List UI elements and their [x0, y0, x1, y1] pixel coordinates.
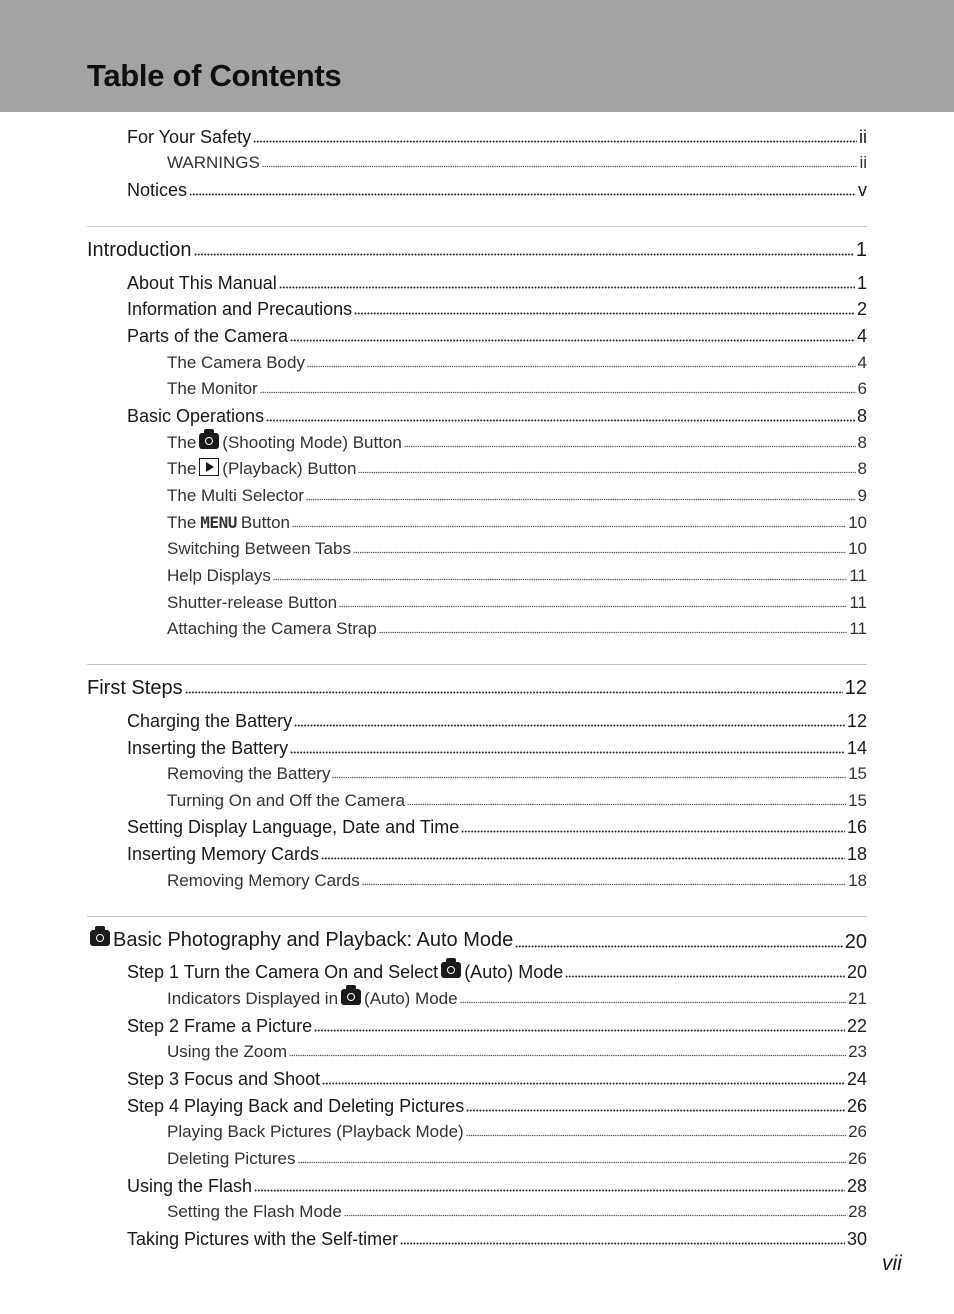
toc-entry-title: [167, 456, 356, 482]
toc-entry[interactable]: [127, 1093, 867, 1119]
toc-entry-page: 6: [857, 379, 867, 398]
toc-entry[interactable]: [127, 403, 867, 429]
toc-entry-page: 20: [846, 962, 867, 982]
toc-entry-suffix: (Auto) Mode: [464, 962, 564, 982]
toc-entry-title: [167, 150, 260, 176]
toc-entry[interactable]: [127, 1226, 867, 1252]
toc-entry-title: [127, 1173, 252, 1199]
toc-entry-page: ii: [859, 127, 867, 147]
toc-entry-page: 24: [846, 1069, 867, 1089]
toc-entry-page: 11: [849, 619, 867, 638]
toc-entry[interactable]: [167, 616, 867, 642]
toc-entry-page: 12: [846, 711, 867, 731]
dot-leader: [362, 882, 846, 886]
toc-entry[interactable]: [167, 536, 867, 562]
toc-entry-page: 2: [856, 299, 867, 319]
toc-entry[interactable]: [127, 177, 867, 203]
dot-leader: [189, 192, 856, 196]
toc-entry-page: 16: [846, 817, 867, 837]
toc-entry-title: [127, 177, 187, 203]
dot-leader: [460, 1000, 847, 1004]
toc-entry[interactable]: [127, 1173, 867, 1199]
toc-entry[interactable]: [167, 1146, 867, 1172]
section-divider: [87, 916, 867, 917]
toc-entry[interactable]: [127, 841, 867, 867]
toc-entry-text: Removing Memory Cards: [167, 871, 360, 890]
toc-entry-title: [127, 708, 292, 734]
dot-leader: [289, 1053, 846, 1057]
toc-entry-text: Shutter-release Button: [167, 593, 338, 612]
camera-icon: [341, 989, 361, 1005]
toc-entry-title: [127, 270, 277, 296]
toc-entry-title: [127, 124, 251, 150]
toc-entry[interactable]: [167, 510, 867, 536]
toc-entry-page: 11: [849, 593, 867, 612]
toc-entry-text: Inserting Memory Cards: [127, 844, 320, 864]
toc-entry-page: 26: [848, 1149, 867, 1168]
toc-entry-title: [127, 841, 319, 867]
dot-leader: [290, 338, 855, 342]
dot-leader: [306, 497, 856, 501]
toc-entry-page: 18: [848, 871, 867, 890]
dot-leader: [322, 1081, 845, 1085]
toc-entry-text: The Monitor: [167, 379, 258, 398]
toc-entry-page: 1: [855, 239, 867, 261]
dot-leader: [461, 829, 845, 833]
dot-leader: [262, 164, 858, 168]
toc-entry-text: Inserting the Battery: [127, 738, 289, 758]
toc-entry-page: 26: [846, 1096, 867, 1116]
toc-entry-title: [127, 959, 563, 985]
toc-entry-text: Help Displays: [167, 566, 271, 585]
toc-entry-text: Using the Zoom: [167, 1042, 287, 1061]
camera-icon: [199, 433, 219, 449]
dot-leader: [353, 550, 846, 554]
toc-entry-title: [167, 430, 402, 456]
dot-leader: [332, 775, 846, 779]
toc-entry-title: [127, 296, 352, 322]
toc-entry-prefix: The: [167, 513, 197, 532]
toc-entry-title: [167, 510, 290, 536]
toc-entry[interactable]: [127, 814, 867, 840]
toc-entry-text: Playing Back Pictures (Playback Mode): [167, 1122, 464, 1141]
dot-leader: [358, 470, 855, 474]
dot-leader: [354, 311, 855, 315]
toc-entry-text: Basic Photography and Playback: Auto Mode: [113, 929, 514, 951]
toc-entry[interactable]: [167, 788, 867, 814]
play-icon: [199, 458, 219, 476]
dot-leader: [466, 1108, 845, 1112]
section-divider: [87, 664, 867, 665]
toc-entry-text: WARNINGS: [167, 153, 260, 172]
toc-entry-page: 21: [848, 989, 867, 1008]
toc-entry-page: 12: [844, 677, 867, 699]
toc-entry[interactable]: [167, 150, 867, 176]
toc-entry-page: 28: [846, 1176, 867, 1196]
toc-entry-page: 26: [848, 1122, 867, 1141]
toc-entry[interactable]: [127, 1066, 867, 1092]
camera-icon: [441, 962, 461, 978]
toc-entry[interactable]: [167, 868, 867, 894]
toc-entry[interactable]: [127, 323, 867, 349]
toc-entry[interactable]: [127, 708, 867, 734]
toc-entry-text: Using the Flash: [127, 1176, 253, 1196]
toc-entry-text: Turning On and Off the Camera: [167, 791, 406, 810]
toc-entry-text: The Camera Body: [167, 353, 305, 372]
toc-entry-title: [167, 1039, 287, 1065]
toc-entry-title: [167, 376, 258, 402]
toc-entry-text: Step 1 Turn the Camera On and Select: [127, 962, 439, 982]
toc-entry[interactable]: [167, 483, 867, 509]
toc-entry-page: 15: [848, 791, 867, 810]
toc-entry-title: [167, 483, 304, 509]
toc-entry-title: [167, 788, 405, 814]
toc-entry[interactable]: [167, 590, 867, 616]
toc-entry-text: Charging the Battery: [127, 711, 293, 731]
toc-entry[interactable]: [127, 296, 867, 322]
toc-entry[interactable]: [167, 456, 867, 482]
toc-entry-title: [127, 1093, 464, 1119]
toc-entry-text: Information and Precautions: [127, 299, 353, 319]
dot-leader: [273, 577, 847, 581]
toc-entry[interactable]: [167, 1039, 867, 1065]
page-number: vii: [882, 1252, 902, 1275]
toc-entry-text: Setting the Flash Mode: [167, 1202, 342, 1221]
dot-leader: [404, 444, 856, 448]
toc-entry-title: [87, 675, 183, 701]
toc-entry-page: 8: [857, 459, 867, 478]
toc-entry-page: 30: [846, 1229, 867, 1249]
page-title: Table of Contents: [87, 58, 342, 93]
toc-entry-text: Parts of the Camera: [127, 326, 289, 346]
dot-leader: [565, 974, 845, 978]
toc-entry-page: 20: [844, 931, 867, 953]
toc-entry-page: ii: [859, 153, 867, 172]
toc-entry-suffix: (Auto) Mode: [364, 989, 458, 1008]
menu-icon: MENU: [200, 513, 237, 532]
dot-leader: [253, 139, 857, 143]
toc-entry-title: [87, 927, 513, 953]
toc-entry-text: (Shooting Mode) Button: [222, 433, 402, 452]
toc-entry-text: Basic Operations: [127, 406, 265, 426]
section-divider: [87, 226, 867, 227]
dot-leader: [466, 1133, 846, 1137]
toc-entry[interactable]: [127, 124, 867, 150]
toc-entry-text: Switching Between Tabs: [167, 539, 351, 558]
dot-leader: [307, 364, 856, 368]
toc-entry-title: [167, 761, 330, 787]
toc-entry-text: Notices: [127, 180, 188, 200]
toc-entry-page: 14: [846, 738, 867, 758]
toc-entry-text: Deleting Pictures: [167, 1149, 296, 1168]
toc-entry-title: [87, 237, 192, 263]
dot-leader: [407, 802, 846, 806]
toc-entry-text: Setting Display Language, Date and Time: [127, 817, 460, 837]
dot-leader: [279, 285, 855, 289]
toc-entry[interactable]: [127, 735, 867, 761]
dot-leader: [290, 750, 845, 754]
dot-leader: [260, 390, 856, 394]
toc-entry-title: [167, 590, 337, 616]
toc-entry[interactable]: [127, 1013, 867, 1039]
toc-entry-text: Step 3 Focus and Shoot: [127, 1069, 321, 1089]
toc-entry-title: [127, 1226, 398, 1252]
toc-entry-page: v: [858, 180, 867, 200]
toc-entry[interactable]: [167, 1199, 867, 1225]
toc-entry-page: 11: [849, 566, 867, 585]
dot-leader: [400, 1241, 845, 1245]
toc-entry-text: Button: [240, 513, 290, 532]
toc-entry-text: Removing the Battery: [167, 764, 331, 783]
dot-leader: [294, 723, 845, 727]
toc-entry-title: [127, 735, 288, 761]
toc-entry-page: 18: [846, 844, 867, 864]
toc-entry-title: [167, 536, 351, 562]
toc-entry[interactable]: [87, 675, 867, 701]
toc-entry-title: [167, 350, 305, 376]
toc-entry-text: Introduction: [87, 239, 192, 261]
toc-entry-text: (Playback) Button: [222, 459, 357, 478]
dot-leader: [314, 1028, 845, 1032]
dot-leader: [185, 690, 843, 694]
dot-leader: [379, 630, 848, 634]
toc-entry[interactable]: [127, 270, 867, 296]
camera-icon: [90, 930, 110, 946]
toc-entry[interactable]: [167, 376, 867, 402]
toc-entry-page: 4: [856, 326, 867, 346]
toc-entry-title: [127, 323, 288, 349]
toc-entry-title: [167, 1146, 296, 1172]
toc-entry[interactable]: [87, 927, 867, 953]
toc-entry-title: [127, 814, 459, 840]
dot-leader: [292, 524, 846, 528]
dot-leader: [515, 944, 842, 948]
toc-entry-title: [127, 1066, 320, 1092]
toc-entry[interactable]: [87, 237, 867, 263]
toc-entry-text: First Steps: [87, 677, 183, 699]
dot-leader: [254, 1188, 845, 1192]
toc-entry-title: [167, 616, 377, 642]
dot-leader: [194, 252, 854, 256]
dot-leader: [298, 1160, 847, 1164]
dot-leader: [344, 1213, 846, 1217]
dot-leader: [339, 604, 847, 608]
toc-entry-page: 10: [848, 513, 867, 532]
dot-leader: [266, 418, 855, 422]
toc-entry-page: 4: [857, 353, 867, 372]
toc-entry-page: 28: [848, 1202, 867, 1221]
toc-entry-page: 22: [846, 1016, 867, 1036]
toc-entry[interactable]: [127, 959, 867, 985]
toc-entry-page: 1: [856, 273, 867, 293]
toc-entry-text: About This Manual: [127, 273, 277, 293]
toc-entry-page: 8: [857, 433, 867, 452]
header-bar: [0, 0, 954, 112]
toc-entry-text: Attaching the Camera Strap: [167, 619, 377, 638]
toc-entry-title: [167, 986, 458, 1012]
toc-entry-title: [167, 1119, 464, 1145]
toc-entry[interactable]: [167, 1119, 867, 1145]
toc-entry[interactable]: [167, 563, 867, 589]
toc-entry-page: 23: [848, 1042, 867, 1061]
toc-entry-title: [167, 1199, 342, 1225]
toc-entry[interactable]: [167, 430, 867, 456]
toc-entry-text: Indicators Displayed in: [167, 989, 339, 1008]
toc-entry-page: 8: [856, 406, 867, 426]
toc-entry-title: [167, 868, 360, 894]
dot-leader: [321, 856, 845, 860]
toc-entry-text: The Multi Selector: [167, 486, 304, 505]
toc-entry-title: [167, 563, 271, 589]
toc-entry-page: 10: [848, 539, 867, 558]
toc-entry-title: [127, 1013, 312, 1039]
toc-entry[interactable]: [167, 350, 867, 376]
toc-entry-prefix: The: [167, 433, 197, 452]
toc-entry-page: 15: [848, 764, 867, 783]
toc-entry-text: Step 4 Playing Back and Deleting Pictures: [127, 1096, 465, 1116]
toc-entry[interactable]: [167, 986, 867, 1012]
toc-entry-text: For Your Safety: [127, 127, 252, 147]
toc-entry[interactable]: [167, 761, 867, 787]
toc-entry-title: [127, 403, 264, 429]
toc-entry-text: Taking Pictures with the Self-timer: [127, 1229, 399, 1249]
toc-entry-prefix: The: [167, 459, 197, 478]
toc-entry-page: 9: [857, 486, 867, 505]
toc-entry-text: Step 2 Frame a Picture: [127, 1016, 313, 1036]
